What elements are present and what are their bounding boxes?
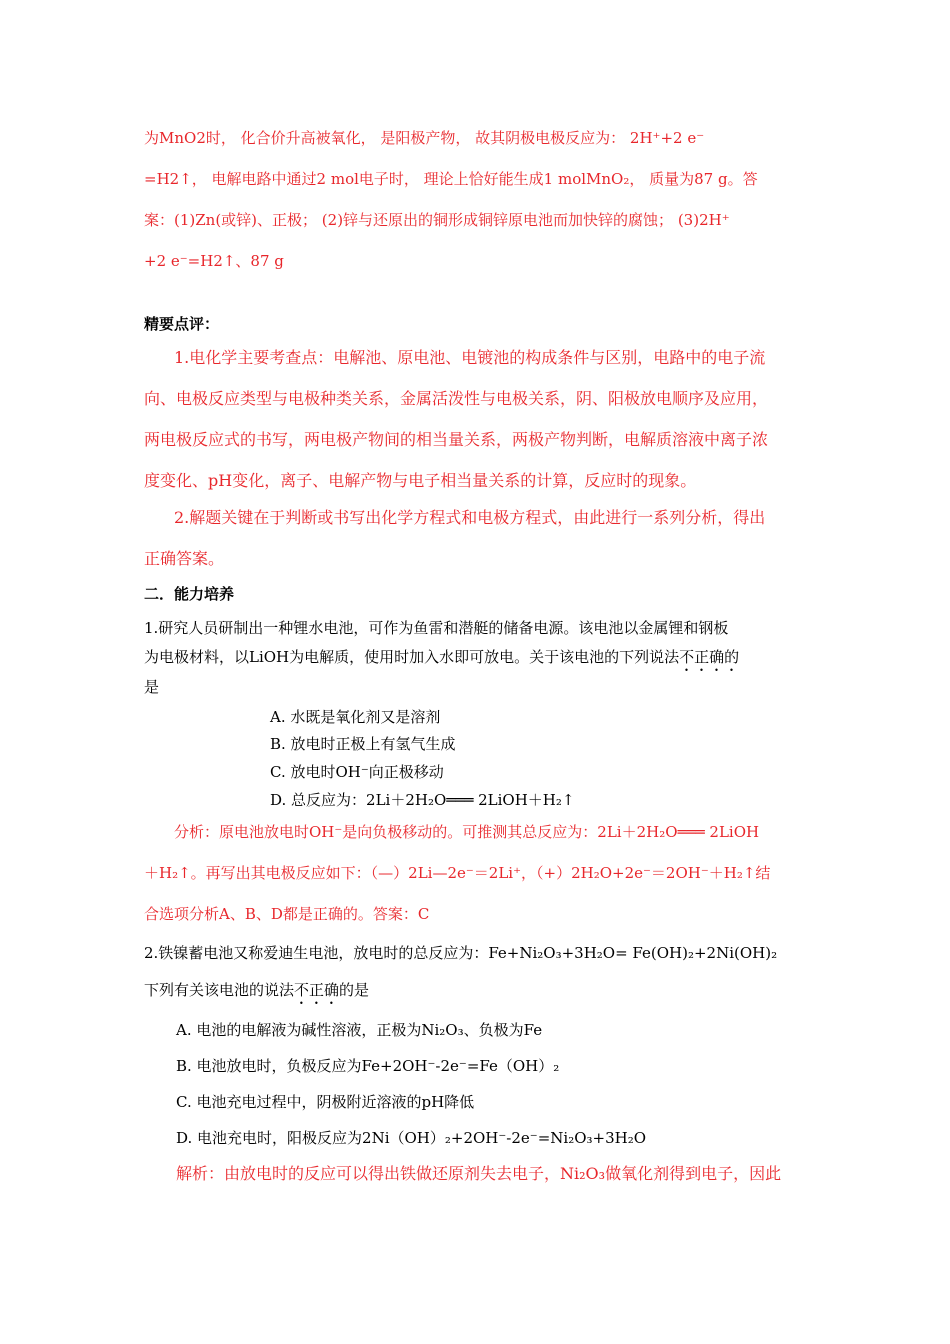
question-1-analysis-line: 合选项分析A、B、D都是正确的。答案：C [144, 905, 430, 923]
question-1-stem-line: 1.研究人员研制出一种锂水电池，可作为鱼雷和潜艇的储备电源。该电池以金属锂和钢板 [144, 619, 729, 637]
question-1-stem-line: 为电极材料，以LiOH为电解质，使用时加入水即可放电。关于该电池的下列说法不正确的 [144, 648, 740, 666]
question-2-option: B. 电池放电时，负极反应为Fe+2OH⁻-2e⁻=Fe（OH）₂ [176, 1057, 560, 1075]
question-1-option: A. 水既是氧化剂又是溶剂 [270, 708, 441, 726]
review-line: 向、电极反应类型与电极种类关系，金属活泼性与电极关系，阴、阳极放电顺序及应用， [144, 389, 769, 408]
review-heading: 精要点评： [144, 315, 220, 333]
question-1-option: B. 放电时正极上有氢气生成 [270, 735, 456, 753]
question-1-analysis-line: 分析：原电池放电时OH⁻是向负极移动的。可推测其总反应为：2Li＋2H₂O═══ 2LiOH [174, 823, 760, 841]
analysis-line: +2 e⁻=H2↑、87 g [144, 252, 284, 270]
review-line: 1.电化学主要考查点：电解池、原电池、电镀池的构成条件与区别，电路中的电子流 [174, 348, 766, 367]
question-2-option: D. 电池充电时，阳极反应为2Ni（OH）₂+2OH⁻-2e⁻=Ni₂O₃+3H₂O [176, 1129, 647, 1147]
review-line: 两电极反应式的书写，两电极产物间的相当量关系，两极产物判断，电解质溶液中离子浓 [144, 430, 769, 449]
question-2-stem-line: 下列有关该电池的说法不正确的是 [144, 981, 370, 999]
question-1-stem-line: 是 [144, 678, 160, 696]
analysis-line: 为MnO2时， 化合价升高被氧化， 是阳极产物， 故其阴极电极反应为： 2H⁺+2 e⁻ [144, 129, 705, 147]
analysis-line: =H2↑， 电解电路中通过2 mol电子时， 理论上恰好能生成1 molMnO₂， 质量为87 g。答 [144, 170, 758, 188]
review-line: 正确答案。 [144, 549, 225, 568]
question-1-option: C. 放电时OH⁻向正极移动 [270, 763, 444, 781]
question-1-option: D. 总反应为：2Li＋2H₂O═══ 2LiOH＋H₂↑ [270, 791, 575, 809]
emphasis-text: 不正确的 [679, 648, 740, 666]
question-1-analysis-line: ＋H₂↑。再写出其电极反应如下：（—）2Li—2e⁻＝2Li⁺，（+）2H₂O+2e⁻＝2OH⁻＋H₂↑结 [144, 864, 771, 882]
emphasis-text: 不正确 [294, 981, 340, 999]
question-2-stem-line: 2.铁镍蓄电池又称爱迪生电池，放电时的总反应为：Fe+Ni₂O₃+3H₂O= Fe(OH)₂+2Ni(OH)₂ [144, 944, 778, 962]
review-line: 2.解题关键在于判断或书写出化学方程式和电极方程式，由此进行一系列分析，得出 [174, 508, 766, 527]
question-2-option: A. 电池的电解液为碱性溶液，正极为Ni₂O₃、负极为Fe [176, 1021, 543, 1039]
review-line: 度变化、pH变化，离子、电解产物与电子相当量关系的计算，反应时的现象。 [144, 471, 697, 490]
section-heading: 二．能力培养 [144, 585, 235, 603]
analysis-line: 案：(1)Zn(或锌)、正极； (2)锌与还原出的铜形成铜锌原电池而加快锌的腐蚀； (3)2H⁺ [144, 211, 730, 229]
question-2-analysis-line: 解析：由放电时的反应可以得出铁做还原剂失去电子，Ni₂O₃做氧化剂得到电子，因此 [176, 1164, 782, 1183]
question-2-option: C. 电池充电过程中，阴极附近溶液的pH降低 [176, 1093, 475, 1111]
